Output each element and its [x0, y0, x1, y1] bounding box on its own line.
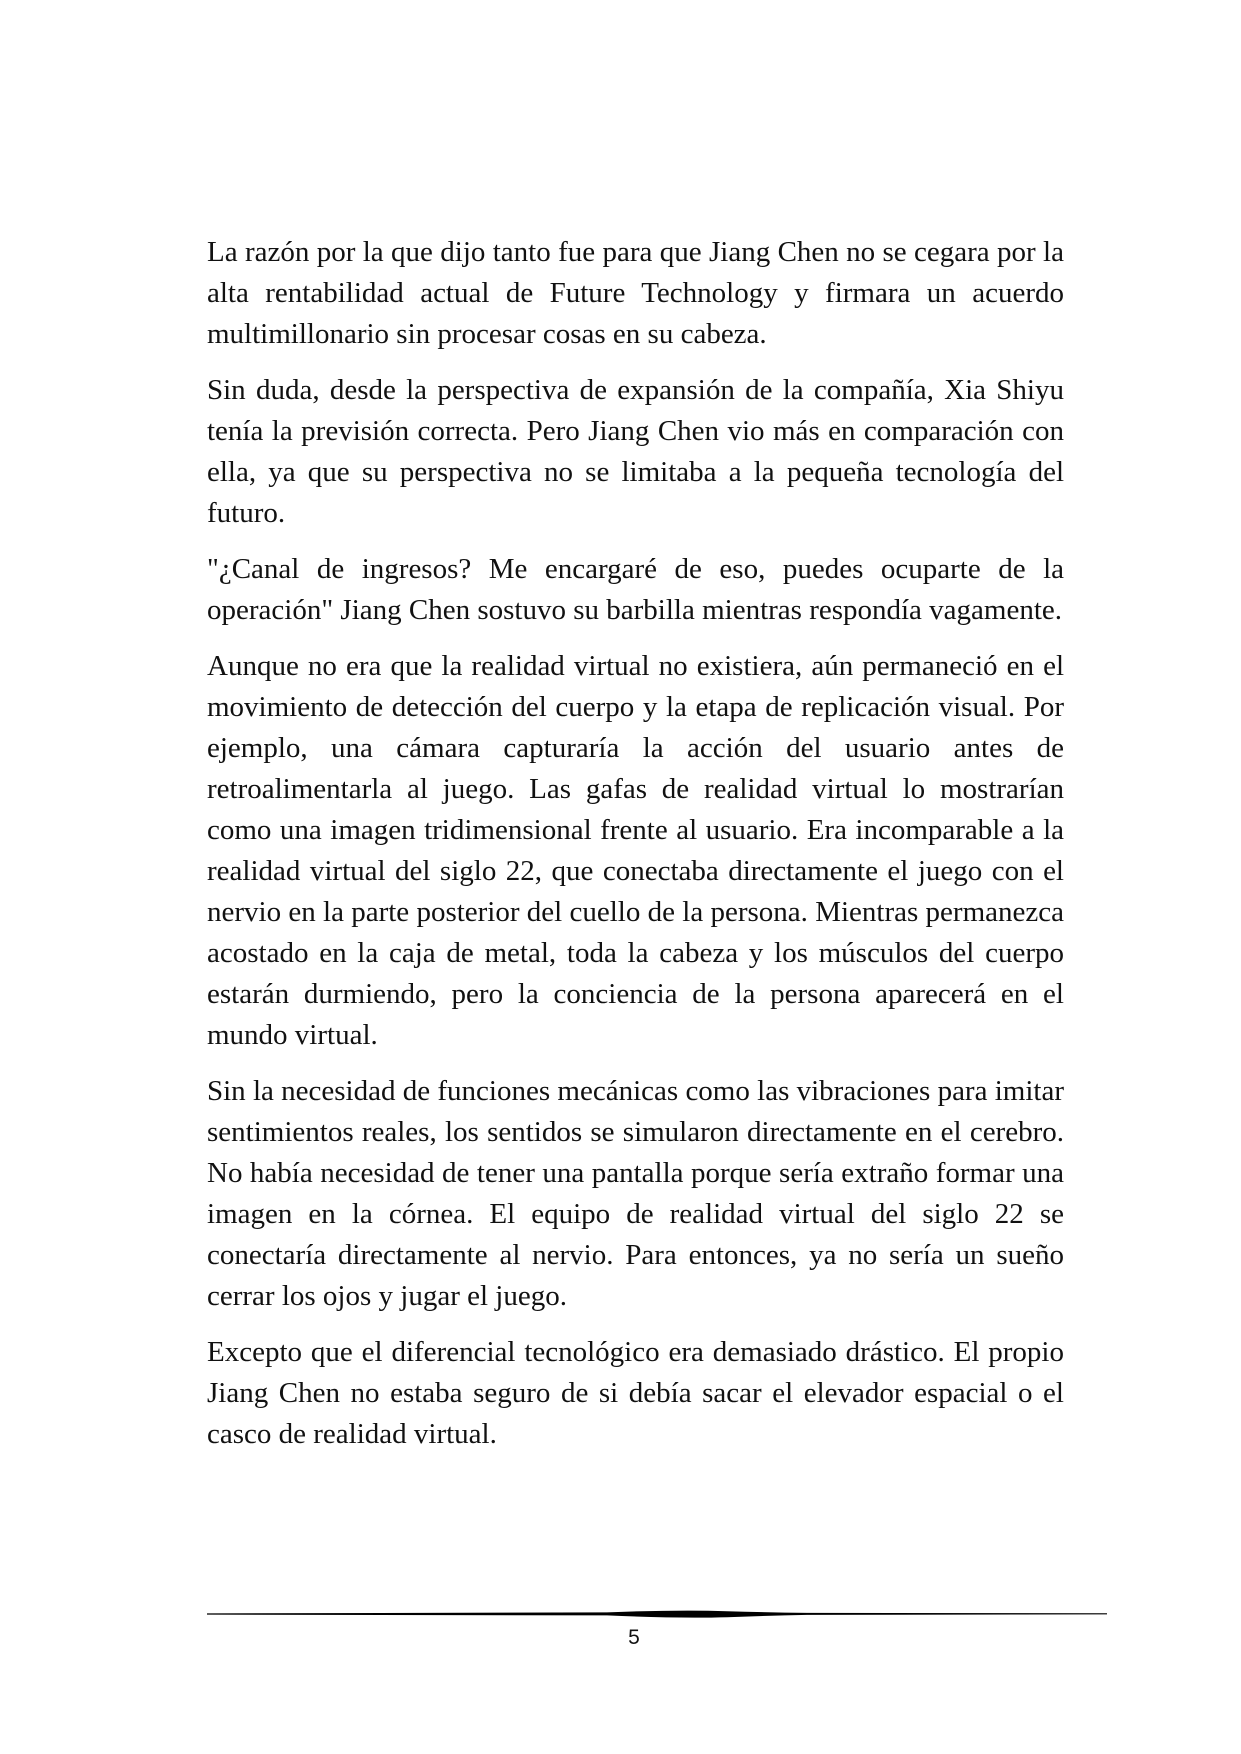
paragraph: "¿Canal de ingresos? Me encargaré de eso, puedes ocuparte de la operación" Jiang Chen sostuvo su barbilla mientras respondía vagamente. — [207, 553, 1064, 626]
page-number: 5 — [628, 1626, 640, 1649]
body-text — [207, 232, 1064, 1470]
footer-rule — [207, 1608, 1107, 1620]
paragraph: Sin la necesidad de funciones mecánicas como las vibraciones para imitar sentimientos reales, los sentidos se simularon directamente en el cerebro. No había necesidad de tener una pantalla porque sería extraño formar una imagen en la córnea. El equipo de realidad virtual del siglo 22 se conectaría directamente al nervio. Para entonces, ya no sería un sueño cerrar los ojos y jugar el juego. — [207, 1075, 1064, 1312]
paragraph: Excepto que el diferencial tecnológico era demasiado drástico. El propio Jiang Chen no estaba seguro de si debía sacar el elevador espacial o el casco de realidad virtual. — [207, 1336, 1064, 1450]
paragraph: Sin duda, desde la perspectiva de expansión de la compañía, Xia Shiyu tenía la previsión correcta. Pero Jiang Chen vio más en comparación con ella, ya que su perspectiva no se limitaba a la pequeña tecnología del futuro. — [207, 374, 1064, 529]
paragraph: La razón por la que dijo tanto fue para que Jiang Chen no se cegara por la alta rentabilidad actual de Future Technology y firmara un acuerdo multimillonario sin procesar cosas en su cabeza. — [207, 236, 1064, 350]
paragraph: Aunque no era que la realidad virtual no existiera, aún permaneció en el movimiento de detección del cuerpo y la etapa de replicación visual. Por ejemplo, una cámara capturaría la acción del usuario antes de retroalimentarla al juego. Las gafas de realidad virtual lo mostrarían como una imagen tridimensional frente al usuario. Era incomparable a la realidad virtual del siglo 22, que conectaba directamente el juego con el nervio en la parte posterior del cuello de la persona. Mientras permanezca acostado en la caja de metal, toda la cabeza y los músculos del cuerpo estarán durmiendo, pero la conciencia de la persona aparecerá en el mundo virtual. — [207, 650, 1064, 1051]
